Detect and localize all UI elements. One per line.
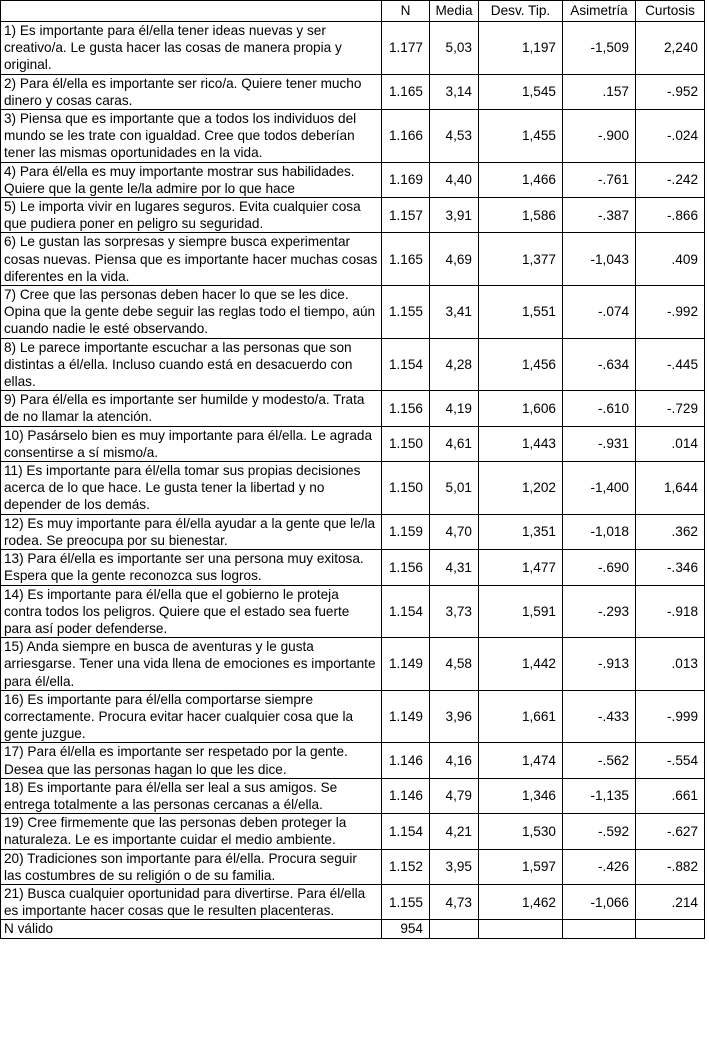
media-cell: 3,14 xyxy=(430,74,479,109)
asimetria-cell: -.433 xyxy=(563,690,636,743)
asimetria-cell: -1,509 xyxy=(563,22,636,75)
asimetria-cell: -.387 xyxy=(563,198,636,233)
media-cell: 4,70 xyxy=(430,514,479,549)
item-cell: 6) Le gustan las sorpresas y siempre busca experimentar cosas nuevas. Piensa que es importante hacer muchas cosas diferentes en la vida. xyxy=(1,233,382,286)
table-row xyxy=(1,162,705,197)
asimetria-cell: -.634 xyxy=(563,338,636,391)
header-item xyxy=(1,1,382,22)
item-cell: 18) Es importante para él/ella ser leal a sus amigos. Se entrega totalmente a las personas cercanas a él/ella. xyxy=(1,778,382,813)
n-cell: 1.155 xyxy=(382,286,430,339)
desv-cell: 1,545 xyxy=(479,74,563,109)
table-row xyxy=(1,22,705,75)
asimetria-cell: -.761 xyxy=(563,162,636,197)
asimetria-cell: -.426 xyxy=(563,849,636,884)
media-cell: 5,01 xyxy=(430,462,479,515)
asimetria-cell: -.562 xyxy=(563,743,636,778)
table-row xyxy=(1,198,705,233)
media-cell: 4,53 xyxy=(430,110,479,163)
media-cell: 4,73 xyxy=(430,884,479,919)
desv-cell: 1,456 xyxy=(479,338,563,391)
header-row xyxy=(1,1,705,22)
n-cell: 1.165 xyxy=(382,233,430,286)
n-cell: 1.165 xyxy=(382,74,430,109)
curtosis-cell: .409 xyxy=(636,233,705,286)
desv-cell: 1,197 xyxy=(479,22,563,75)
table-row xyxy=(1,514,705,549)
footer-empty-cell xyxy=(479,920,563,938)
asimetria-cell: -.900 xyxy=(563,110,636,163)
desv-cell: 1,606 xyxy=(479,391,563,426)
item-cell: 14) Es importante para él/ella que el gobierno le proteja contra todos los peligros. Quiere que el estado sea fuerte para así poder defenderse. xyxy=(1,585,382,638)
header-n: N xyxy=(382,1,430,22)
media-cell: 4,16 xyxy=(430,743,479,778)
desv-cell: 1,551 xyxy=(479,286,563,339)
item-cell: 7) Cree que las personas deben hacer lo que se les dice. Opina que la gente debe seguir las reglas todo el tiempo, aún cuando nadie le esté observando. xyxy=(1,286,382,339)
table-row xyxy=(1,338,705,391)
asimetria-cell: .157 xyxy=(563,74,636,109)
footer-label: N válido xyxy=(1,920,382,938)
footer-row xyxy=(1,920,705,938)
table-row xyxy=(1,814,705,849)
table-row xyxy=(1,638,705,691)
n-cell: 1.150 xyxy=(382,462,430,515)
curtosis-cell: -.952 xyxy=(636,74,705,109)
n-cell: 1.156 xyxy=(382,550,430,585)
item-cell: 15) Anda siempre en busca de aventuras y le gusta arriesgarse. Tener una vida llena de emociones es importante para él/ella. xyxy=(1,638,382,691)
table-row xyxy=(1,74,705,109)
media-cell: 4,31 xyxy=(430,550,479,585)
curtosis-cell: -.554 xyxy=(636,743,705,778)
desv-cell: 1,661 xyxy=(479,690,563,743)
n-cell: 1.155 xyxy=(382,884,430,919)
header-asimetria: Asimetría xyxy=(563,1,636,22)
curtosis-cell: .214 xyxy=(636,884,705,919)
footer-empty-cell xyxy=(563,920,636,938)
item-cell: 21) Busca cualquier oportunidad para divertirse. Para él/ella es importante hacer cosas que le resulten placenteras. xyxy=(1,884,382,919)
item-cell: 4) Para él/ella es muy importante mostrar sus habilidades. Quiere que la gente le/la admire por lo que hace xyxy=(1,162,382,197)
curtosis-cell: -.024 xyxy=(636,110,705,163)
item-cell: 2) Para él/ella es importante ser rico/a. Quiere tener mucho dinero y cosas caras. xyxy=(1,74,382,109)
curtosis-cell: 1,644 xyxy=(636,462,705,515)
table-row xyxy=(1,849,705,884)
desv-cell: 1,477 xyxy=(479,550,563,585)
desv-cell: 1,443 xyxy=(479,426,563,461)
n-cell: 1.159 xyxy=(382,514,430,549)
media-cell: 3,91 xyxy=(430,198,479,233)
table-row xyxy=(1,690,705,743)
item-cell: 9) Para él/ella es importante ser humilde y modesto/a. Trata de no llamar la atención. xyxy=(1,391,382,426)
table-row xyxy=(1,462,705,515)
table-row xyxy=(1,743,705,778)
n-cell: 1.157 xyxy=(382,198,430,233)
curtosis-cell: -.445 xyxy=(636,338,705,391)
desv-cell: 1,462 xyxy=(479,884,563,919)
item-cell: 3) Piensa que es importante que a todos los individuos del mundo se les trate con igualdad. Cree que todos deberían tener las mismas oportunidades en la vida. xyxy=(1,110,382,163)
table-row xyxy=(1,110,705,163)
n-cell: 1.156 xyxy=(382,391,430,426)
table-row xyxy=(1,391,705,426)
media-cell: 3,96 xyxy=(430,690,479,743)
n-cell: 1.152 xyxy=(382,849,430,884)
table-row xyxy=(1,778,705,813)
desv-cell: 1,586 xyxy=(479,198,563,233)
curtosis-cell: 2,240 xyxy=(636,22,705,75)
n-cell: 1.154 xyxy=(382,814,430,849)
media-cell: 4,69 xyxy=(430,233,479,286)
header-desv-tip: Desv. Tip. xyxy=(479,1,563,22)
header-media: Media xyxy=(430,1,479,22)
curtosis-cell: .362 xyxy=(636,514,705,549)
item-cell: 16) Es importante para él/ella comportarse siempre correctamente. Procura evitar hacer cualquier cosa que la gente juzgue. xyxy=(1,690,382,743)
n-cell: 1.146 xyxy=(382,778,430,813)
table-body xyxy=(1,22,705,939)
table-row xyxy=(1,426,705,461)
curtosis-cell: .014 xyxy=(636,426,705,461)
item-cell: 19) Cree firmemente que las personas deben proteger la naturaleza. Le es importante cuidar el medio ambiente. xyxy=(1,814,382,849)
curtosis-cell: .661 xyxy=(636,778,705,813)
header-curtosis: Curtosis xyxy=(636,1,705,22)
media-cell: 4,40 xyxy=(430,162,479,197)
n-cell: 1.177 xyxy=(382,22,430,75)
curtosis-cell: -.242 xyxy=(636,162,705,197)
item-cell: 20) Tradiciones son importante para él/ella. Procura seguir las costumbres de su religión o de su familia. xyxy=(1,849,382,884)
asimetria-cell: -.610 xyxy=(563,391,636,426)
desv-cell: 1,530 xyxy=(479,814,563,849)
desv-cell: 1,597 xyxy=(479,849,563,884)
asimetria-cell: -1,043 xyxy=(563,233,636,286)
desv-cell: 1,202 xyxy=(479,462,563,515)
desv-cell: 1,591 xyxy=(479,585,563,638)
n-cell: 1.149 xyxy=(382,638,430,691)
desv-cell: 1,377 xyxy=(479,233,563,286)
table-row xyxy=(1,884,705,919)
item-cell: 10) Pasárselo bien es muy importante para él/ella. Le agrada consentirse a sí mismo/a. xyxy=(1,426,382,461)
media-cell: 3,41 xyxy=(430,286,479,339)
n-cell: 1.154 xyxy=(382,585,430,638)
n-cell: 1.150 xyxy=(382,426,430,461)
media-cell: 3,95 xyxy=(430,849,479,884)
media-cell: 4,21 xyxy=(430,814,479,849)
asimetria-cell: -.592 xyxy=(563,814,636,849)
table-row xyxy=(1,550,705,585)
asimetria-cell: -.690 xyxy=(563,550,636,585)
n-cell: 1.154 xyxy=(382,338,430,391)
curtosis-cell: -.999 xyxy=(636,690,705,743)
item-cell: 12) Es muy importante para él/ella ayudar a la gente que le/la rodea. Se preocupa por su bienestar. xyxy=(1,514,382,549)
item-cell: 11) Es importante para él/ella tomar sus propias decisiones acerca de lo que hace. Le gusta tener la libertad y no depender de los demás. xyxy=(1,462,382,515)
curtosis-cell: -.992 xyxy=(636,286,705,339)
curtosis-cell: -.729 xyxy=(636,391,705,426)
asimetria-cell: -.931 xyxy=(563,426,636,461)
curtosis-cell: -.346 xyxy=(636,550,705,585)
media-cell: 5,03 xyxy=(430,22,479,75)
desv-cell: 1,466 xyxy=(479,162,563,197)
desv-cell: 1,346 xyxy=(479,778,563,813)
n-cell: 1.166 xyxy=(382,110,430,163)
media-cell: 4,58 xyxy=(430,638,479,691)
n-cell: 1.149 xyxy=(382,690,430,743)
table-row xyxy=(1,585,705,638)
table-row xyxy=(1,286,705,339)
asimetria-cell: -.913 xyxy=(563,638,636,691)
n-cell: 1.169 xyxy=(382,162,430,197)
curtosis-cell: -.882 xyxy=(636,849,705,884)
table-row xyxy=(1,233,705,286)
n-cell: 1.146 xyxy=(382,743,430,778)
desv-cell: 1,455 xyxy=(479,110,563,163)
footer-n: 954 xyxy=(382,920,430,938)
item-cell: 8) Le parece importante escuchar a las personas que son distintas a él/ella. Incluso cuando está en desacuerdo con ellas. xyxy=(1,338,382,391)
item-cell: 13) Para él/ella es importante ser una persona muy exitosa. Espera que la gente reconozca sus logros. xyxy=(1,550,382,585)
curtosis-cell: -.627 xyxy=(636,814,705,849)
asimetria-cell: -.293 xyxy=(563,585,636,638)
item-cell: 17) Para él/ella es importante ser respetado por la gente. Desea que las personas hagan lo que les dice. xyxy=(1,743,382,778)
asimetria-cell: -1,018 xyxy=(563,514,636,549)
asimetria-cell: -1,066 xyxy=(563,884,636,919)
desv-cell: 1,442 xyxy=(479,638,563,691)
footer-empty-cell xyxy=(430,920,479,938)
item-cell: 1) Es importante para él/ella tener ideas nuevas y ser creativo/a. Le gusta hacer las cosas de manera propia y original. xyxy=(1,22,382,75)
desv-cell: 1,474 xyxy=(479,743,563,778)
media-cell: 4,19 xyxy=(430,391,479,426)
desv-cell: 1,351 xyxy=(479,514,563,549)
curtosis-cell: -.866 xyxy=(636,198,705,233)
media-cell: 4,79 xyxy=(430,778,479,813)
item-cell: 5) Le importa vivir en lugares seguros. Evita cualquier cosa que pudiera poner en peligro su seguridad. xyxy=(1,198,382,233)
media-cell: 4,28 xyxy=(430,338,479,391)
media-cell: 4,61 xyxy=(430,426,479,461)
curtosis-cell: .013 xyxy=(636,638,705,691)
asimetria-cell: -1,400 xyxy=(563,462,636,515)
asimetria-cell: -1,135 xyxy=(563,778,636,813)
curtosis-cell: -.918 xyxy=(636,585,705,638)
media-cell: 3,73 xyxy=(430,585,479,638)
footer-empty-cell xyxy=(636,920,705,938)
asimetria-cell: -.074 xyxy=(563,286,636,339)
